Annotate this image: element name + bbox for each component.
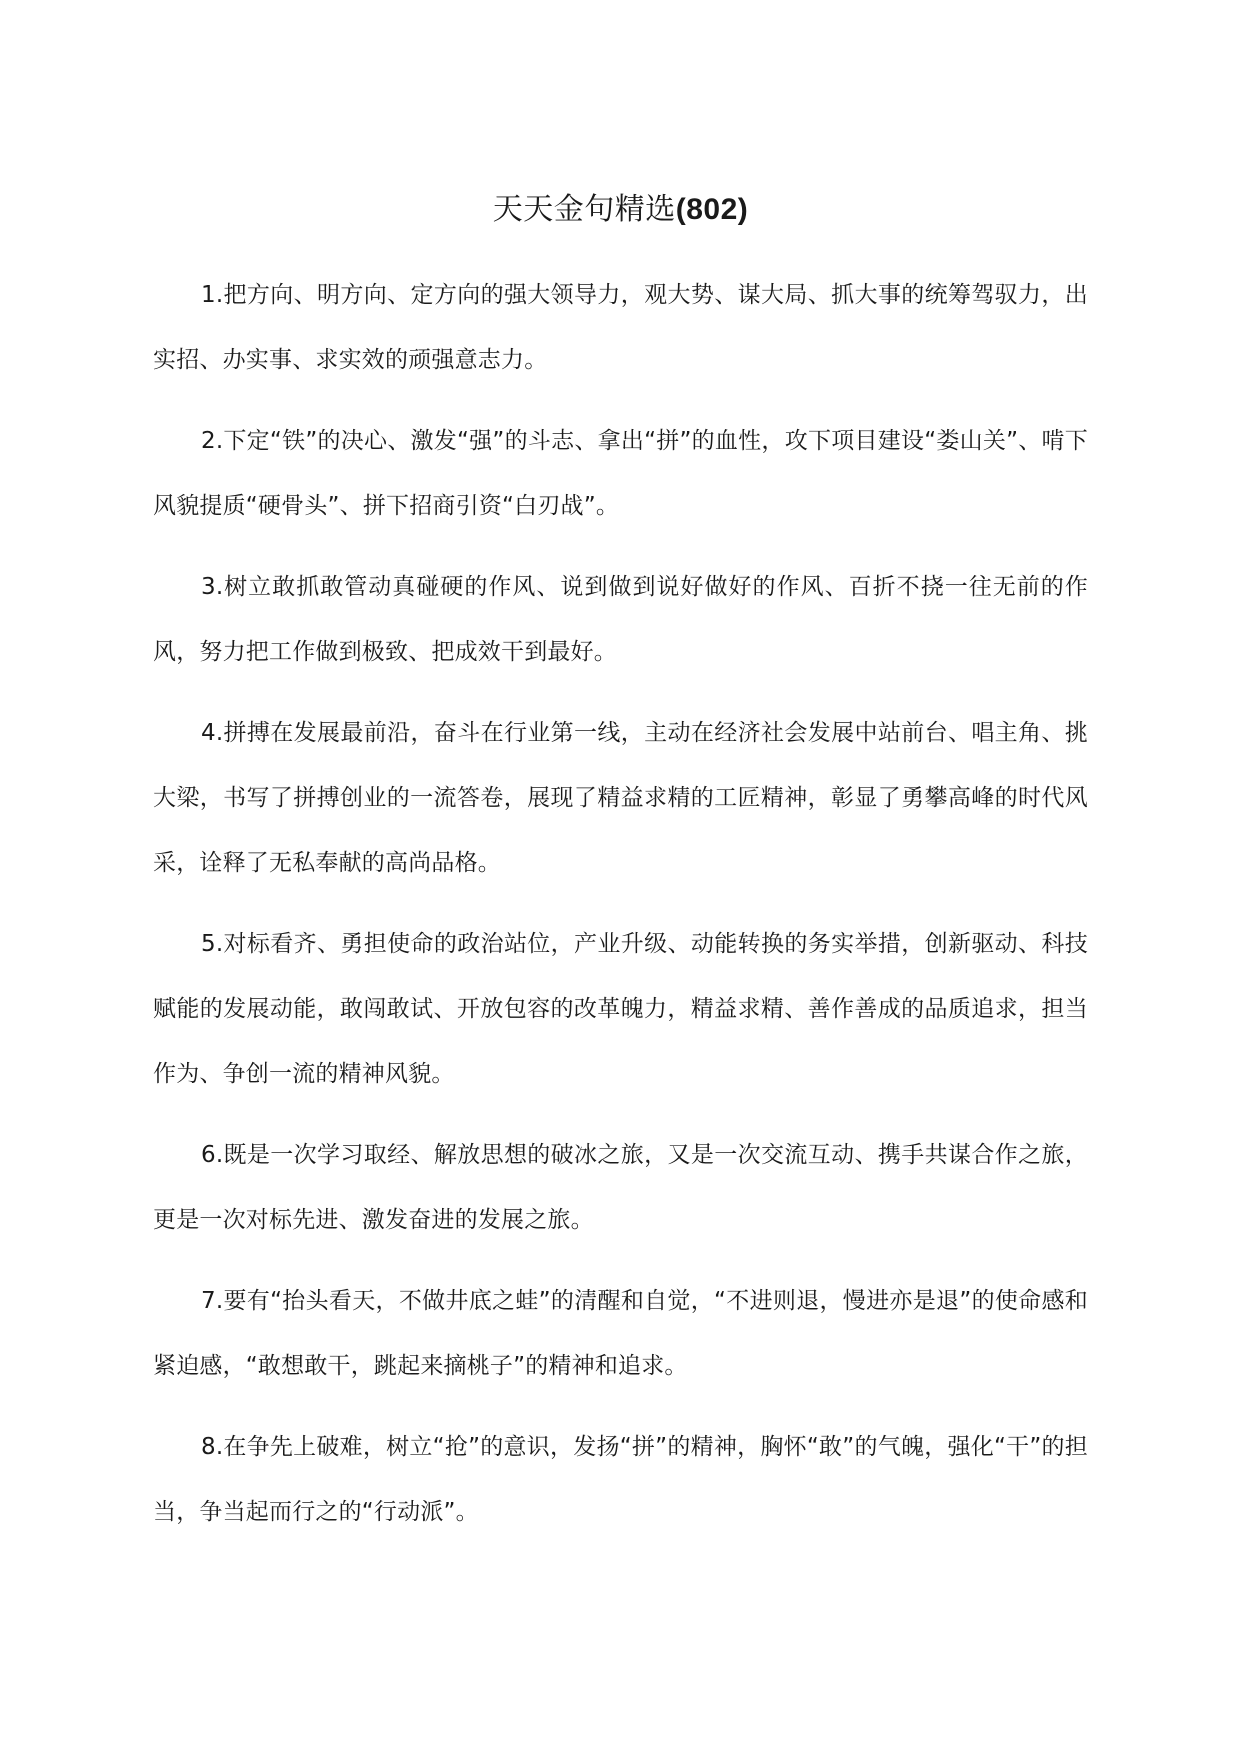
title-number: (802): [675, 193, 749, 226]
paragraph-1: 1.把方向、明方向、定方向的强大领导力，观大势、谋大局、抓大事的统筹驾驭力，出实招、办实事、求实效的顽强意志力。: [153, 282, 1088, 373]
document-title: [153, 190, 1088, 230]
paragraph-7: 7.要有“抬头看天，不做井底之蛙”的清醒和自觉，“不进则退，慢进亦是退”的使命感和紧迫感，“敢想敢干，跳起来摘桃子”的精神和追求。: [153, 1288, 1088, 1379]
paragraph-2: 2.下定“铁”的决心、激发“强”的斗志、拿出“拼”的血性，攻下项目建设“娄山关”、啃下风貌提质“硬骨头”、拼下招商引资“白刃战”。: [153, 428, 1088, 519]
paragraph-8: 8.在争先上破难，树立“抢”的意识，发扬“拼”的精神，胸怀“敢”的气魄，强化“干”的担当，争当起而行之的“行动派”。: [153, 1434, 1088, 1525]
paragraph-4: 4.拼搏在发展最前沿，奋斗在行业第一线，主动在经济社会发展中站前台、唱主角、挑大梁，书写了拼搏创业的一流答卷，展现了精益求精的工匠精神，彰显了勇攀高峰的时代风采，诠释了无私奉献的高尚品格。: [153, 720, 1088, 876]
paragraph-3: 3.树立敢抓敢管动真碰硬的作风、说到做到说好做好的作风、百折不挠一往无前的作风，努力把工作做到极致、把成效干到最好。: [153, 574, 1088, 665]
title-text: 天天金句精选: [492, 192, 676, 227]
document-page: [153, 190, 1088, 1561]
paragraph-6: 6.既是一次学习取经、解放思想的破冰之旅，又是一次交流互动、携手共谋合作之旅，更是一次对标先进、激发奋进的发展之旅。: [153, 1142, 1088, 1233]
paragraph-5: 5.对标看齐、勇担使命的政治站位，产业升级、动能转换的务实举措，创新驱动、科技赋能的发展动能，敢闯敢试、开放包容的改革魄力，精益求精、善作善成的品质追求，担当作为、争创一流的精神风貌。: [153, 931, 1088, 1087]
